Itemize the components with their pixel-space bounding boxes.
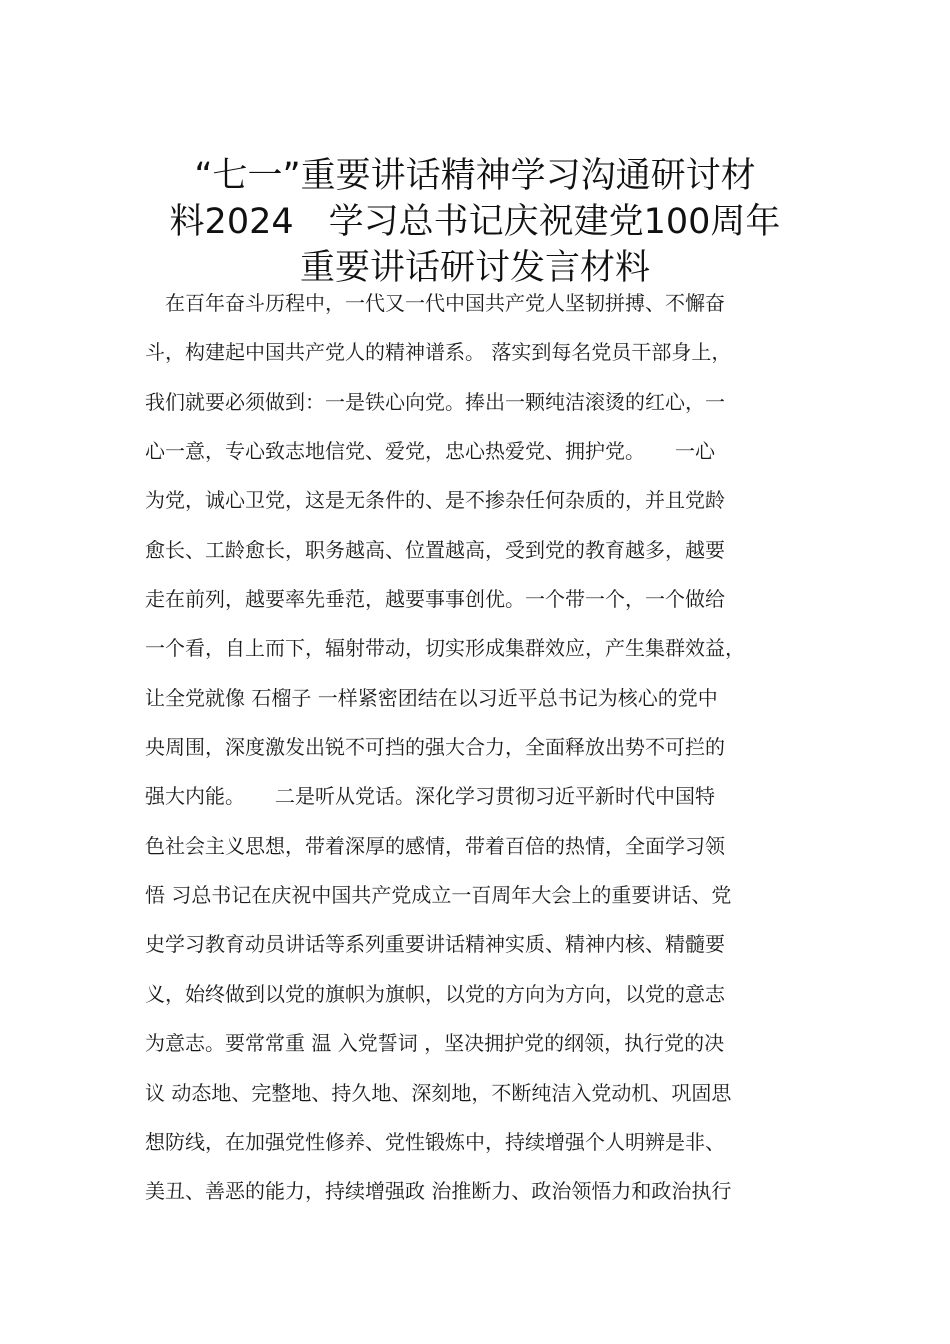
title-line: 重要讲话研讨发言材料 <box>299 248 650 289</box>
body-line: 议 动态地、完整地、持久地、深刻地，不断纯洁入党动机、巩固思 <box>145 1080 732 1105</box>
title-line: “七一”重要讲话精神学习沟通研讨材 <box>194 156 756 197</box>
body-line: 央周围，深度激发出锐不可挡的强大合力，全面释放出势不可拦的 <box>145 735 725 760</box>
body-line: 想防线，在加强党性修养、党性锻炼中，持续增强个人明辨是非、 <box>145 1129 725 1154</box>
body-line: 美丑、善恶的能力，持续增强政 治推断力、政治领悟力和政治执行 <box>145 1179 732 1204</box>
body-line: 史学习教育动员讲话等系列重要讲话精神实质、精神内核、精髓要 <box>145 932 725 957</box>
body-line: 为党，诚心卫党，这是无条件的、是不掺杂任何杂质的，并且党龄 <box>145 488 725 513</box>
body-line: 色社会主义思想，带着深厚的感情，带着百倍的热情，全面学习领 <box>145 833 725 858</box>
body-line: 斗，构建起中国共产党人的精神谱系。 落实到每名党员干部身上， <box>145 340 732 365</box>
body-line: 强大内能。 二是听从党话。深化学习贯彻习近平新时代中国特 <box>145 784 715 809</box>
body-line: 悟 习总书记在庆祝中国共产党成立一百周年大会上的重要讲话、党 <box>145 883 732 908</box>
body-line: 我们就要必须做到：一是铁心向党。捧出一颗纯洁滚烫的红心，一 <box>145 389 725 414</box>
body-line: 让全党就像 石榴子 一样紧密团结在以习近平总书记为核心的党中 <box>145 685 718 710</box>
body-line: 为意志。要常常重 温 入党誓词 ，坚决拥护党的纲领，执行党的决 <box>145 1031 725 1056</box>
title-line: 料2024 学习总书记庆祝建党100周年 <box>169 202 781 243</box>
body-line: 愈长、工龄愈长，职务越高、位置越高，受到党的教育越多，越要 <box>145 537 725 562</box>
body-line: 义，始终做到以党的旗帜为旗帜，以党的方向为方向，以党的意志 <box>145 981 725 1006</box>
body-line: 心一意，专心致志地信党、爱党，忠心热爱党、拥护党。 一心 <box>145 439 715 464</box>
document-title <box>110 153 840 291</box>
body-paragraph <box>145 284 835 1222</box>
body-line: 在百年奋斗历程中，一代又一代中国共产党人坚韧拼搏、不懈奋 <box>145 291 725 315</box>
body-line: 一个看，自上而下，辐射带动，切实形成集群效应，产生集群效益， <box>145 636 745 661</box>
body-line: 走在前列，越要率先垂范，越要事事创优。一个带一个，一个做给 <box>145 587 725 612</box>
